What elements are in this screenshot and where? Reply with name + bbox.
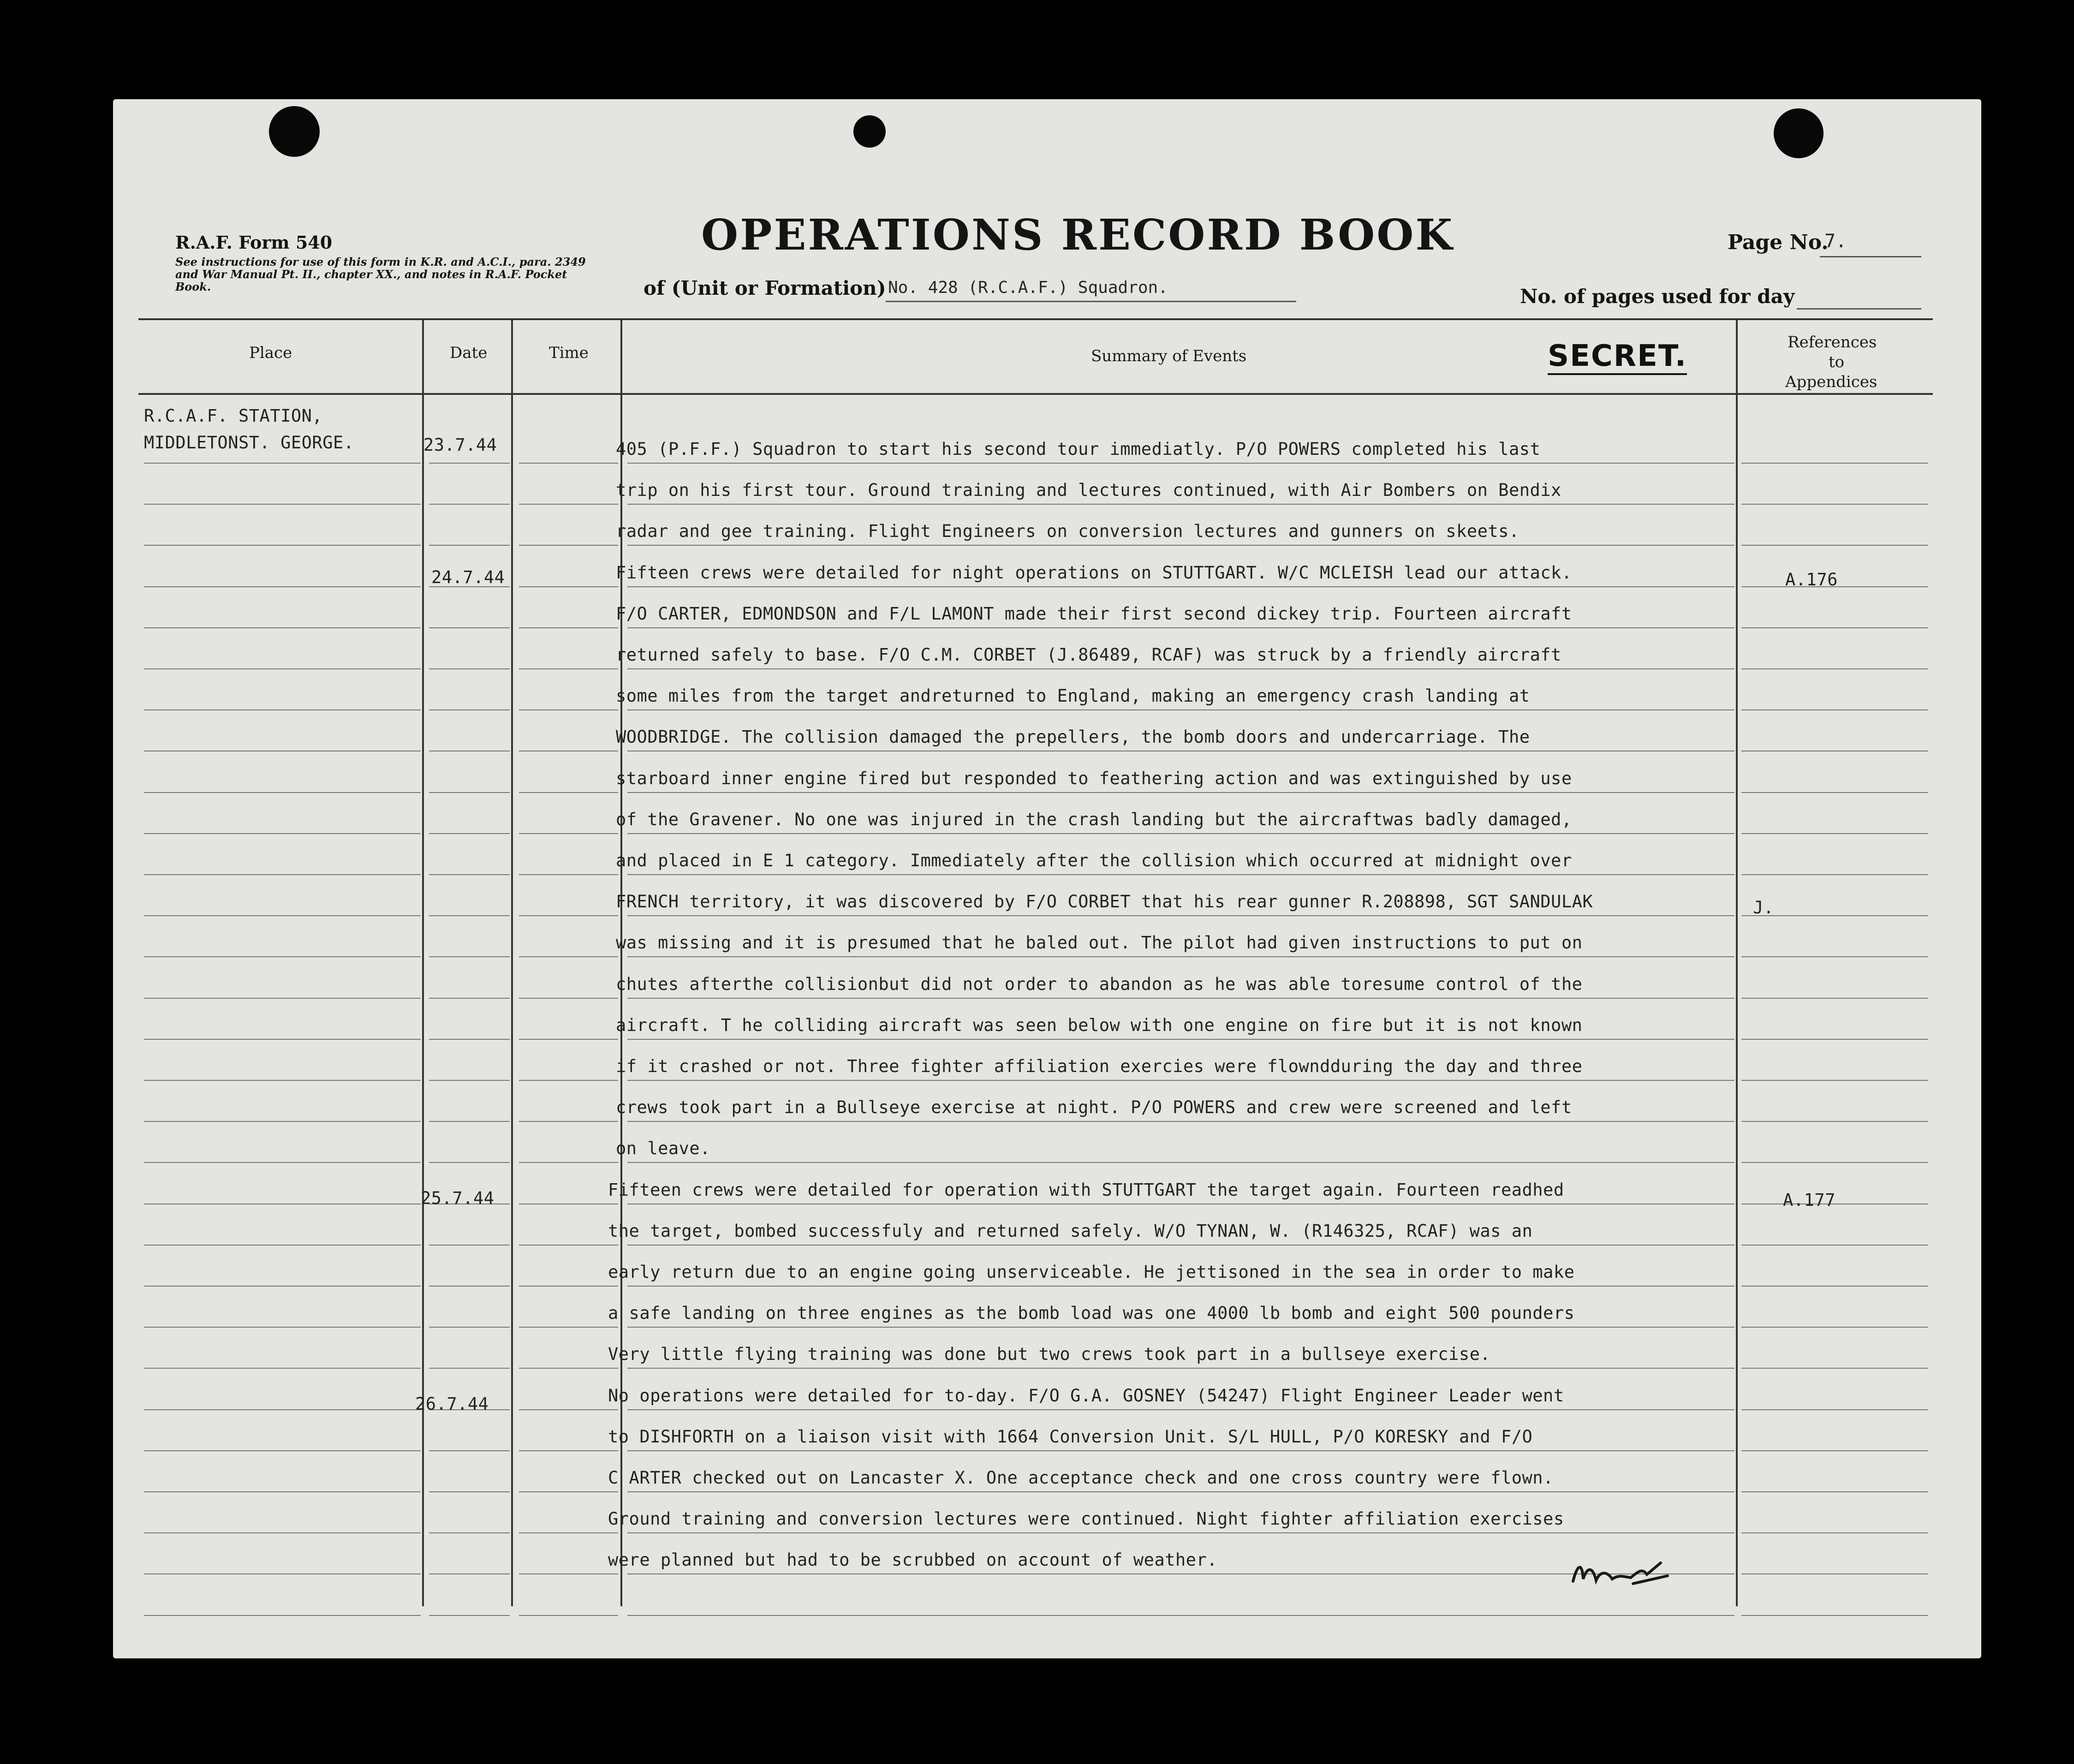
ruled-line (144, 1532, 421, 1533)
ruled-line (627, 1368, 1734, 1369)
ruled-line (627, 1039, 1734, 1040)
ruled-line (144, 1039, 421, 1040)
ruled-line (519, 463, 618, 464)
ruled-line (429, 627, 510, 628)
unit-underline (886, 301, 1296, 302)
date-26-7-44: 26.7.44 (415, 1394, 489, 1414)
ruled-line (519, 1121, 618, 1122)
summary-line: and placed in E 1 category. Immediately after the collision which occurred at midnight over (616, 851, 1572, 870)
ruled-line (429, 915, 510, 916)
ruled-line (519, 1039, 618, 1040)
ruled-line (519, 1450, 618, 1451)
ruled-line (144, 463, 421, 464)
summary-line: early return due to an engine going unserviceable. He jettisoned in the sea in order to make (608, 1262, 1575, 1282)
ruled-line (144, 956, 421, 957)
ruled-line (144, 998, 421, 999)
unit-label: of (Unit or Formation) (644, 277, 886, 299)
ruled-line (519, 792, 618, 793)
summary-line: trip on his first tour. Ground training and lectures continued, with Air Bombers on Bendix (616, 480, 1561, 500)
ruled-line (1741, 1162, 1928, 1163)
summary-line: were planned but had to be scrubbed on account of weather. (608, 1550, 1218, 1570)
summary-line: was missing and it is presumed that he baled out. The pilot had given instructions to put on (616, 933, 1583, 953)
ruled-line (144, 545, 421, 546)
secret-stamp: SECRET. (1548, 339, 1687, 375)
date-25-7-44: 25.7.44 (421, 1188, 495, 1208)
ruled-line (627, 1080, 1734, 1081)
ruled-line (627, 874, 1734, 875)
ruled-line (1741, 1286, 1928, 1287)
ruled-line (1741, 1368, 1928, 1369)
ruled-line (144, 709, 421, 710)
page-title: OPERATIONS RECORD BOOK (701, 210, 1454, 260)
ruled-line (144, 1327, 421, 1328)
column-header-refs-1: References (1788, 333, 1877, 352)
page-number-value: 7. (1824, 231, 1847, 252)
ruled-line (627, 504, 1734, 505)
pages-used-underline (1797, 308, 1921, 310)
record-page (113, 99, 1981, 1658)
ruled-line (429, 1532, 510, 1533)
ruled-line (1741, 874, 1928, 875)
ruled-line (519, 874, 618, 875)
summary-line: Fifteen crews were detailed for night operations on STUTTGART. W/C MCLEISH lead our attack. (616, 563, 1572, 583)
ruled-line (627, 463, 1734, 464)
summary-line: Fifteen crews were detailed for operation with STUTTGART the target again. Fourteen readhed (608, 1180, 1564, 1200)
column-divider-date (511, 319, 513, 1606)
column-header-time: Time (549, 344, 589, 362)
ruled-line (1741, 1327, 1928, 1328)
binder-hole-right (1774, 108, 1824, 158)
ruled-line (627, 627, 1734, 628)
page-number-label: Page No. (1728, 231, 1829, 254)
ruled-line (519, 1368, 618, 1369)
ruled-line (1741, 833, 1928, 834)
ruled-line (144, 586, 421, 587)
ruled-line (144, 1162, 421, 1163)
ruled-line (627, 545, 1734, 546)
summary-line: F/O CARTER, EDMONDSON and F/L LAMONT made their first second dickey trip. Fourteen aircraft (616, 604, 1572, 624)
ruled-line (1741, 1039, 1928, 1040)
ruled-line (519, 1491, 618, 1492)
ruled-line (519, 915, 618, 916)
ruled-line (519, 1286, 618, 1287)
ruled-line (429, 1286, 510, 1287)
ruled-line (519, 1245, 618, 1246)
summary-line: No operations were detailed for to-day. F/O G.A. GOSNEY (54247) Flight Engineer Leader went (608, 1386, 1564, 1406)
column-divider-time (620, 319, 622, 1606)
place-line-1: R.C.A.F. STATION, (144, 406, 323, 426)
ruled-line (144, 833, 421, 834)
ruled-line (1741, 1245, 1928, 1246)
ruled-line (627, 1450, 1734, 1451)
ruled-line (627, 1491, 1734, 1492)
ruled-line (519, 1532, 618, 1533)
ruled-line (429, 1615, 510, 1616)
date-24-7-44: 24.7.44 (431, 567, 505, 587)
ruled-line (429, 1450, 510, 1451)
ruled-line (429, 1245, 510, 1246)
ruled-line (519, 1327, 618, 1328)
ruled-line (1741, 709, 1928, 710)
ruled-line (627, 998, 1734, 999)
form-info (175, 232, 590, 293)
ruled-line (429, 463, 510, 464)
summary-line: crews took part in a Bullseye exercise at night. P/O POWERS and crew were screened and left (616, 1097, 1572, 1117)
ruled-line (519, 504, 618, 505)
ruled-line (144, 1450, 421, 1451)
ruled-line (144, 792, 421, 793)
summary-line: if it crashed or not. Three fighter affiliation exercies were flowndduring the day and three (616, 1056, 1583, 1076)
ruled-line (429, 709, 510, 710)
summary-line: a safe landing on three engines as the bomb load was one 4000 lb bomb and eight 500 pounders (608, 1303, 1575, 1323)
page-number-underline (1820, 256, 1921, 257)
ruled-line (627, 1121, 1734, 1122)
ruled-line (144, 1615, 421, 1616)
ruled-line (1741, 1080, 1928, 1081)
ruled-line (429, 1368, 510, 1369)
place-line-2: MIDDLETONST. GEORGE. (144, 433, 354, 453)
ruled-line (429, 1162, 510, 1163)
ruled-line (429, 1573, 510, 1574)
ruled-line (429, 1121, 510, 1122)
ruled-line (429, 668, 510, 669)
ruled-line (144, 915, 421, 916)
ruled-line (144, 627, 421, 628)
unit-value: No. 428 (R.C.A.F.) Squadron. (888, 278, 1168, 297)
ruled-line (1741, 1121, 1928, 1122)
summary-line: C ARTER checked out on Lancaster X. One acceptance check and one cross country were flown. (608, 1468, 1554, 1488)
column-divider-summary (1736, 319, 1738, 1606)
ruled-line (1741, 1532, 1928, 1533)
ruled-line (627, 915, 1734, 916)
ruled-line (429, 1327, 510, 1328)
ruled-line (519, 833, 618, 834)
ruled-line (627, 1327, 1734, 1328)
ruled-line (144, 504, 421, 505)
ruled-line (519, 998, 618, 999)
table-top-border (138, 318, 1933, 320)
summary-line: Very little flying training was done but two crews took part in a bullseye exercise. (608, 1344, 1491, 1364)
ruled-line (519, 709, 618, 710)
binder-hole-center (853, 115, 886, 148)
ruled-line (1741, 998, 1928, 999)
ruled-line (627, 1286, 1734, 1287)
ruled-line (1741, 1450, 1928, 1451)
table-header-border (138, 393, 1933, 395)
summary-line: to DISHFORTH on a liaison visit with 1664 Conversion Unit. S/L HULL, P/O KORESKY and F/O (608, 1427, 1533, 1447)
ruled-line (1741, 545, 1928, 546)
ruled-line (627, 668, 1734, 669)
reference-j: J. (1753, 898, 1774, 918)
summary-line: the target, bombed successfuly and returned safely. W/O TYNAN, W. (R146325, RCAF) was an (608, 1221, 1533, 1241)
ruled-line (627, 833, 1734, 834)
column-header-place: Place (249, 344, 292, 362)
ruled-line (144, 874, 421, 875)
summary-line: radar and gee training. Flight Engineers on conversion lectures and gunners on skeets. (616, 521, 1520, 541)
ruled-line (1741, 504, 1928, 505)
ruled-line (1741, 1491, 1928, 1492)
ruled-line (1741, 463, 1928, 464)
ruled-line (429, 956, 510, 957)
ruled-line (519, 545, 618, 546)
reference-a176: A.176 (1785, 570, 1838, 590)
column-header-date: Date (450, 344, 488, 362)
ruled-line (429, 1039, 510, 1040)
summary-line: starboard inner engine fired but responded to feathering action and was extinguished by use (616, 769, 1572, 788)
summary-line: some miles from the target andreturned to England, making an emergency crash landing at (616, 686, 1530, 706)
ruled-line (627, 1245, 1734, 1246)
ruled-line (627, 792, 1734, 793)
column-header-summary: Summary of Events (1091, 347, 1247, 365)
ruled-line (144, 668, 421, 669)
date-23-7-44: 23.7.44 (423, 435, 497, 455)
ruled-line (519, 586, 618, 587)
ruled-line (627, 1162, 1734, 1163)
ruled-line (519, 1080, 618, 1081)
summary-line: 405 (P.F.F.) Squadron to start his second tour immediatly. P/O POWERS completed his last (616, 439, 1541, 459)
ruled-line (429, 1080, 510, 1081)
column-header-refs-2: to (1829, 353, 1845, 371)
ruled-line (627, 709, 1734, 710)
summary-line: chutes afterthe collisionbut did not order to abandon as he was able toresume control of the (616, 974, 1583, 994)
ruled-line (519, 627, 618, 628)
ruled-line (519, 668, 618, 669)
ruled-line (144, 1286, 421, 1287)
ruled-line (519, 1573, 618, 1574)
ruled-line (1741, 627, 1928, 628)
ruled-line (519, 956, 618, 957)
form-instructions: See instructions for use of this form in K.R. and A.C.I., para. 2349 and War Manual Pt. II., chapter XX., and notes in R.A.F. Pocket Book. (175, 255, 586, 293)
summary-line: on leave. (616, 1138, 710, 1158)
ruled-line (519, 1162, 618, 1163)
ruled-line (429, 504, 510, 505)
summary-line: of the Gravener. No one was injured in the crash landing but the aircraftwas badly damaged, (616, 810, 1572, 829)
ruled-line (144, 1491, 421, 1492)
ruled-line (627, 1615, 1734, 1616)
ruled-line (144, 1368, 421, 1369)
ruled-line (144, 1409, 421, 1410)
ruled-line (1741, 1615, 1928, 1616)
binder-hole-left (269, 106, 320, 157)
ruled-line (144, 1080, 421, 1081)
ruled-line (1741, 956, 1928, 957)
ruled-line (627, 956, 1734, 957)
ruled-line (429, 545, 510, 546)
summary-line: aircraft. T he colliding aircraft was seen below with one engine on fire but it is not known (616, 1015, 1583, 1035)
ruled-line (1741, 1409, 1928, 1410)
ruled-line (429, 1491, 510, 1492)
ruled-line (144, 1573, 421, 1574)
reference-a177: A.177 (1783, 1190, 1836, 1210)
ruled-line (627, 1409, 1734, 1410)
summary-line: returned safely to base. F/O C.M. CORBET (J.86489, RCAF) was struck by a friendly aircraft (616, 645, 1561, 665)
ruled-line (519, 1615, 618, 1616)
ruled-line (144, 1121, 421, 1122)
ruled-line (429, 792, 510, 793)
ruled-line (429, 833, 510, 834)
ruled-line (1741, 1573, 1928, 1574)
ruled-line (1741, 668, 1928, 669)
summary-line: FRENCH territory, it was discovered by F/O CORBET that his rear gunner R.208898, SGT SANDULAK (616, 892, 1593, 912)
ruled-line (627, 1532, 1734, 1533)
ruled-line (144, 1245, 421, 1246)
form-number: R.A.F. Form 540 (175, 232, 333, 253)
summary-line: Ground training and conversion lectures were continued. Night fighter affiliation exercises (608, 1509, 1564, 1529)
ruled-line (429, 874, 510, 875)
column-header-refs-3: Appendices (1785, 373, 1877, 391)
summary-line: WOODBRIDGE. The collision damaged the prepellers, the bomb doors and undercarriage. The (616, 727, 1530, 747)
ruled-line (627, 586, 1734, 587)
officer-initials-signature (1568, 1554, 1675, 1595)
ruled-line (429, 998, 510, 999)
ruled-line (519, 1409, 618, 1410)
ruled-line (1741, 792, 1928, 793)
pages-used-label: No. of pages used for day (1520, 285, 1795, 308)
